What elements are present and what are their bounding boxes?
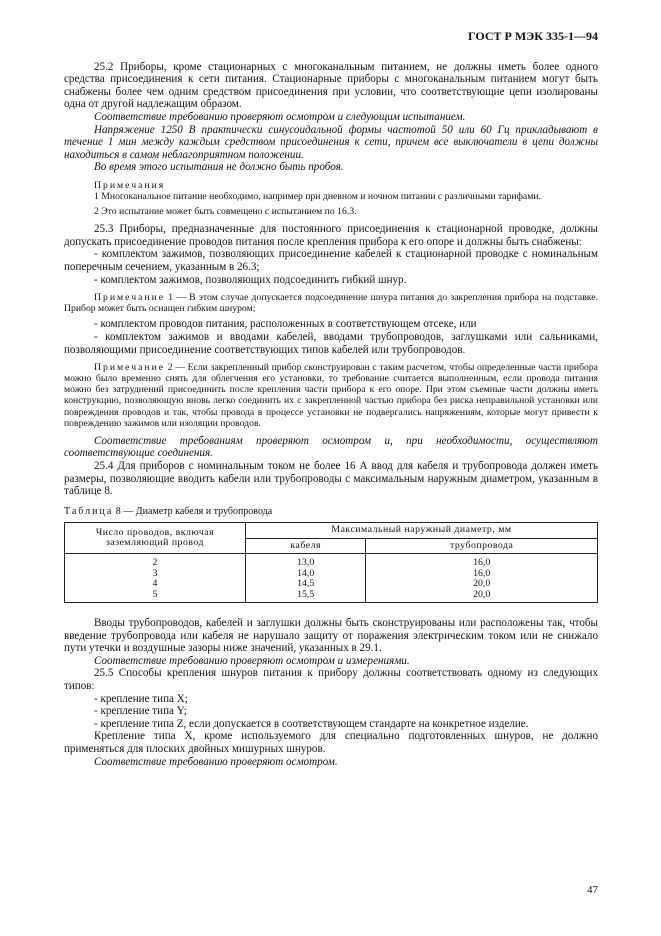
paragraph-25-2: 25.2 Приборы, кроме стационарных с многоканальным питанием, не должны иметь более одного средства присоединения к сети питания. Стационарные приборы с многоканальным питанием могут быть снабжены более чем одним средством присоединения при условии, что соответствующие цепи изолированы одна от другой надлежащим образом. — [64, 60, 598, 111]
standard-header: ГОСТ Р МЭК 335-1—94 — [468, 29, 598, 43]
paragraph-type-x: Крепление типа X, кроме используемого для специально подготовленных шнуров, не должно применяться для плоских двойных мишурных шнуров. — [64, 730, 598, 755]
note-label: Примечание — [94, 362, 166, 374]
page-number: 47 — [587, 884, 598, 896]
column-header-conductors: Число проводов, включая заземляющий провод — [65, 523, 246, 554]
no-breakdown-text: Во время этого испытания не должно быть пробоя. — [94, 161, 344, 174]
table-cell: 13,0 — [297, 557, 315, 569]
column-header-cable: кабеля — [246, 538, 366, 554]
cable-diameter-table — [64, 522, 598, 603]
note-label: Примечание — [94, 292, 166, 304]
list-item-type-z: - крепление типа Z, если допускается в соответствующем стандарте на конкретное изделие. — [94, 717, 529, 730]
table-cell: 3 — [152, 567, 158, 579]
note-body: 2 — Если закрепленный прибор сконструирован с таким расчетом, чтобы определенные части прибора можно было временно снять для облегчения его установки, то требование считается выполненным, если провода питания можно без затруднений присоединить после крепления части прибора к его опоре. При этом съемные части должны иметь конструкцию, позволяющую вновь легко соединить их с закрепленной частью прибора без риска неправильной установки или повреждения проводов и так, чтобы провода в процессе установки не подвергались напряжениям, которые могут привести к повреждению зажимов или изоляции проводов. — [64, 362, 598, 429]
table-caption-title: 8 — Диаметр кабеля и трубопровода — [113, 505, 273, 517]
table-cell: 16,0 — [473, 557, 491, 569]
test-voltage-text: Напряжение 1250 В практически синусоидальной формы частотой 50 или 60 Гц прикладывают в течение 1 мин между каждым средством присоединения к сети, причем все выключатели в цепи должны находиться в самом неблагоприятном положении. — [64, 123, 598, 161]
compliance-note: Соответствие требованию проверяют осмотром. — [94, 755, 338, 768]
note-body: 1 — В этом случае допускается подсоединение шнура питания до закрепления прибора на подставке. Прибор может быть оснащен гибким шнуром; — [64, 292, 598, 315]
compliance-note: Соответствие требованию проверяют осмотром и следующим испытанием. — [94, 110, 466, 123]
notes-title: Примечания — [94, 179, 166, 191]
table-cell: 5 — [152, 588, 158, 600]
table-cell: 20,0 — [473, 588, 491, 600]
note-2: 2 Это испытание может быть совмещено с испытанием по 16.3. — [94, 206, 357, 218]
list-item-supply-leads: - комплектом проводов питания, расположенных в соответствующем отсеке, или — [94, 318, 477, 331]
table-cell: 14,5 — [297, 578, 315, 590]
table-cell: 16,0 — [473, 567, 491, 579]
table-caption-label: Таблица — [64, 505, 114, 517]
compliance-note: Соответствие требованиям проверяют осмотром и, при необходимости, осуществляют соответствующие соединения. — [64, 434, 598, 460]
table-cell: 15,5 — [297, 588, 315, 600]
conduit-column — [366, 554, 598, 603]
table-cell: 4 — [152, 578, 158, 590]
note-4 — [64, 362, 598, 429]
table-caption — [64, 506, 598, 519]
paragraph-entries: Вводы трубопроводов, кабелей и заглушки должны быть сконструированы или расположены так, чтобы введение трубопровода или кабеля не нарушало защиту от поражения электрическим током или не снижало пути утечки и воздушные зазоры ниже значений, указанных в 29.1. — [64, 617, 598, 655]
paragraph-25-5: 25.5 Способы крепления шнуров питания к прибору должны соответствовать одному из следующих типов: — [64, 667, 598, 692]
list-item-type-y: - крепление типа Y; — [94, 705, 187, 718]
cable-column — [246, 554, 366, 603]
paragraph-25-3: 25.3 Приборы, предназначенные для постоянного присоединения к стационарной проводке, должны допускать присоединение проводов питания после крепления прибора к его опоре и должны быть снабжены: — [64, 223, 598, 248]
column-header-conduit: трубопровода — [366, 538, 598, 554]
document-page — [64, 30, 598, 768]
list-item-cable-entries: - комплектом зажимов и вводами кабелей, вводами трубопроводов, заглушками или сальниками, позволяющими присоединение соответствующих типов кабелей или трубопроводов. — [64, 330, 598, 356]
conductors-column — [65, 554, 246, 603]
compliance-note: Соответствие требованию проверяют осмотром и измерениями. — [94, 654, 410, 667]
table-cell: 20,0 — [473, 578, 491, 590]
column-group-header: Максимальный наружный диаметр, мм — [246, 523, 598, 539]
table-cell: 2 — [152, 557, 158, 569]
paragraph-25-4: 25.4 Для приборов с номинальным током не более 16 А ввод для кабеля и трубопровода должен иметь размеры, позволяющие вводить кабели или трубопроводы с максимальным наружным диаметром, указанным в таблице 8. — [64, 459, 598, 498]
list-item-type-x: - крепление типа X; — [94, 692, 188, 705]
note-1: 1 Многоканальное питание необходимо, например при дневном и ночном питании с различными тарифами. — [94, 191, 541, 203]
list-item-terminals-cables: - комплектом зажимов, позволяющих присоединение кабелей к стационарной проводке с номинальным поперечным сечением, указанным в 26.3; — [64, 248, 598, 273]
list-item-terminals-cord: - комплектом зажимов, позволяющих подсоединить гибкий шнур. — [94, 273, 407, 286]
table-cell: 14,0 — [297, 567, 315, 579]
note-3 — [64, 292, 598, 314]
